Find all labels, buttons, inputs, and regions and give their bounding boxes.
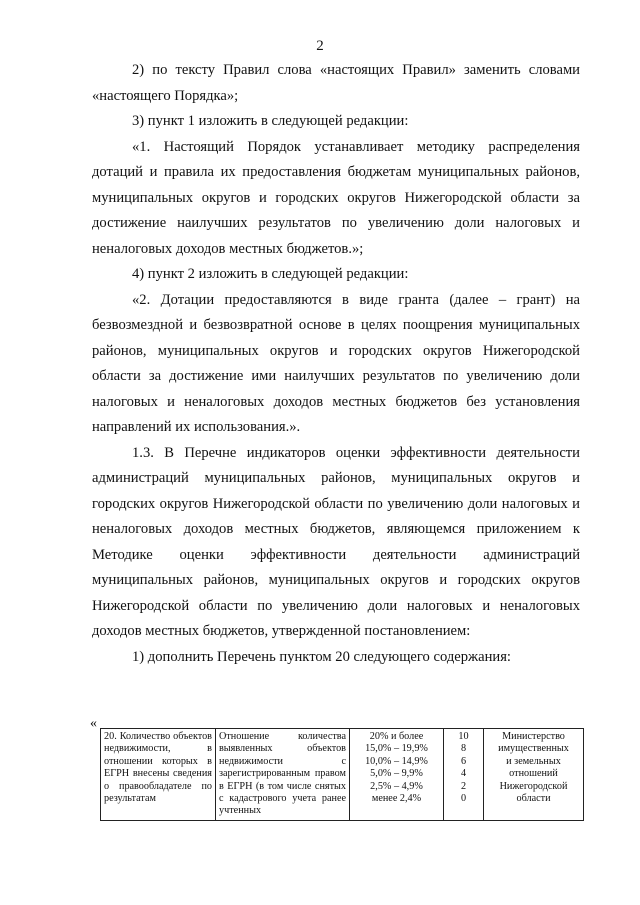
responsible-line: области xyxy=(516,793,551,805)
responsible-line: Нижегородской xyxy=(499,780,568,792)
range-cell xyxy=(350,729,444,821)
range-value: менее 2,4% xyxy=(371,793,422,805)
range-value: 15,0% – 19,9% xyxy=(365,743,428,755)
paragraph-1-3: 1.3. В Перечне индикаторов оценки эффективности деятельности администраций муниципальных районов, муниципальных округов и городских округов Нижегородской области по увеличению доли налоговых и неналоговых доходов местных бюджетов, являющемся приложением к Методике оценки эффективности деятельности администраций муниципальных районов, муниципальных округов и городских округов Нижегородской области по увеличению доли налоговых и неналоговых доходов местных бюджетов, утвержденной постановлением: xyxy=(92,444,580,639)
score-value: 8 xyxy=(460,743,467,755)
document-body xyxy=(92,58,580,670)
responsible-line: Министерство xyxy=(502,731,565,742)
responsible-line: отношений xyxy=(509,768,558,780)
score-cell xyxy=(444,729,484,821)
indicator-table xyxy=(100,728,584,821)
table-row xyxy=(101,729,584,821)
score-value: 10 xyxy=(458,731,469,742)
relation-cell: Отношение количества выявленных объектов недвижимости с зарегистрированным правом в ЕГРН (в том числе снятых с кадастрового учета ранее учтенных xyxy=(216,729,350,821)
score-value: 6 xyxy=(460,755,467,767)
paragraph-2: 2) по тексту Правил слова «настоящих Правил» заменить словами «настоящего Порядка»; xyxy=(92,62,580,104)
paragraph-4: 4) пункт 2 изложить в следующей редакции: xyxy=(132,266,409,282)
range-value: 10,0% – 14,9% xyxy=(365,755,428,767)
range-value: 5,0% – 9,9% xyxy=(370,768,423,780)
score-value: 4 xyxy=(460,768,467,780)
responsible-cell xyxy=(484,729,584,821)
paragraph-3: 3) пункт 1 изложить в следующей редакции: xyxy=(132,113,409,129)
page-number: 2 xyxy=(316,38,324,54)
responsible-line: и земельных xyxy=(506,755,561,767)
range-value: 2,5% – 4,9% xyxy=(370,780,423,792)
opening-quote-mark: « xyxy=(90,716,97,731)
responsible-line: имущественных xyxy=(498,743,569,755)
paragraph-4-quote: «2. Дотации предоставляются в виде гранта (далее – грант) на безвозмездной и безвозвратной основе в целях поощрения муниципальных районов, муниципальных округов и городских округов Нижегородской области за достижение ими наилучших результатов по увеличению доли налоговых и неналоговых доходов местных бюджетов без установления направлений их использования.». xyxy=(92,291,580,435)
score-value: 2 xyxy=(460,780,467,792)
indicator-cell: 20. Количество объектов недвижимости, в отношении которых в ЕГРН внесены сведения о правообладателе по результатам xyxy=(101,729,216,821)
range-value: 20% и более xyxy=(369,731,424,742)
paragraph-3-quote: «1. Настоящий Порядок устанавливает методику распределения дотаций и правила их предоставления бюджетам муниципальных районов, муниципальных округов и городских округов Нижегородской области за достижение наилучших результатов по увеличению доли налоговых и неналоговых доходов местных бюджетов.»; xyxy=(92,138,580,257)
paragraph-1: 1) дополнить Перечень пунктом 20 следующего содержания: xyxy=(132,648,511,665)
score-value: 0 xyxy=(460,793,467,805)
